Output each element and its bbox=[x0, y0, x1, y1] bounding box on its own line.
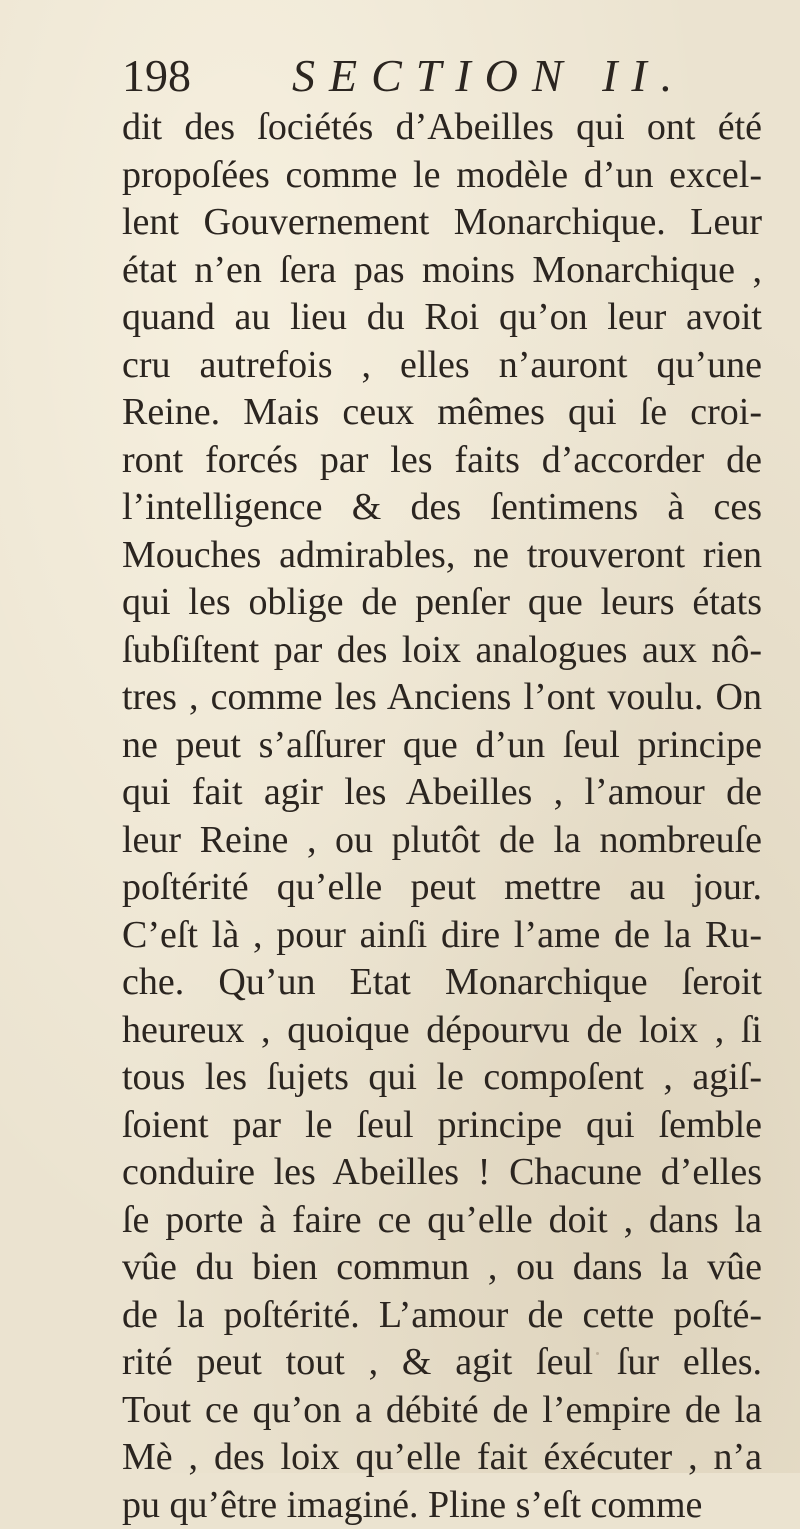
text-line: dit des ſociétés d’Abeilles qui ont été bbox=[122, 104, 762, 152]
text-line: de la poſtérité. L’amour de cette poſté- bbox=[122, 1292, 762, 1340]
text-line: ront forcés par les faits d’accorder de bbox=[122, 437, 762, 485]
text-line: qui fait agir les Abeilles , l’amour de bbox=[122, 769, 762, 817]
text-line: Tout ce qu’on a débité de l’empire de la bbox=[122, 1387, 762, 1435]
text-line: quand au lieu du Roi qu’on leur avoit bbox=[122, 294, 762, 342]
text-line: C’eſt là , pour ainſi dire l’ame de la Ru- bbox=[122, 912, 762, 960]
text-line: rité peut tout , & agit ſeul ſur elles. bbox=[122, 1339, 762, 1387]
text-line: ne peut s’aſſurer que d’un ſeul principe bbox=[122, 722, 762, 770]
text-line: ſoient par le ſeul principe qui ſemble bbox=[122, 1102, 762, 1150]
text-line: tous les ſujets qui le compoſent , agiſ- bbox=[122, 1054, 762, 1102]
running-title: SECTION II. bbox=[292, 48, 686, 104]
text-line: vûe du bien commun , ou dans la vûe bbox=[122, 1244, 762, 1292]
paper-speck bbox=[596, 1352, 599, 1355]
text-line: ſubſiſtent par des loix analogues aux nô- bbox=[122, 627, 762, 675]
text-line: heureux , quoique dépourvu de loix , ſi bbox=[122, 1007, 762, 1055]
text-line: Mè , des loix qu’elle fait éxécuter , n’a bbox=[122, 1434, 762, 1482]
text-line: propoſées comme le modèle d’un excel- bbox=[122, 152, 762, 200]
text-line: qui les oblige de penſer que leurs états bbox=[122, 579, 762, 627]
text-line: cru autrefois , elles n’auront qu’une bbox=[122, 342, 762, 390]
text-line: leur Reine , ou plutôt de la nombreuſe bbox=[122, 817, 762, 865]
text-line: lent Gouvernement Monarchique. Leur bbox=[122, 199, 762, 247]
text-line: che. Qu’un Etat Monarchique ſeroit bbox=[122, 959, 762, 1007]
paper-speck bbox=[716, 1452, 718, 1459]
text-line: conduire les Abeilles ! Chacune d’elles bbox=[122, 1149, 762, 1197]
text-line: état n’en ſera pas moins Monarchique , bbox=[122, 247, 762, 295]
text-line: Mouches admirables, ne trouveront rien bbox=[122, 532, 762, 580]
page-number: 198 bbox=[122, 48, 191, 104]
text-line: l’intelligence & des ſentimens à ces bbox=[122, 484, 762, 532]
text-line: Reine. Mais ceux mêmes qui ſe croi- bbox=[122, 389, 762, 437]
page-header bbox=[122, 48, 762, 104]
text-line: poſtérité qu’elle peut mettre au jour. bbox=[122, 864, 762, 912]
text-line: pu qu’être imaginé. Pline s’eſt comme bbox=[122, 1482, 762, 1529]
text-line: ſe porte à faire ce qu’elle doit , dans la bbox=[122, 1197, 762, 1245]
text-line: tres , comme les Anciens l’ont voulu. On bbox=[122, 674, 762, 722]
paper-speck bbox=[418, 1416, 420, 1422]
body-text bbox=[122, 104, 762, 1529]
